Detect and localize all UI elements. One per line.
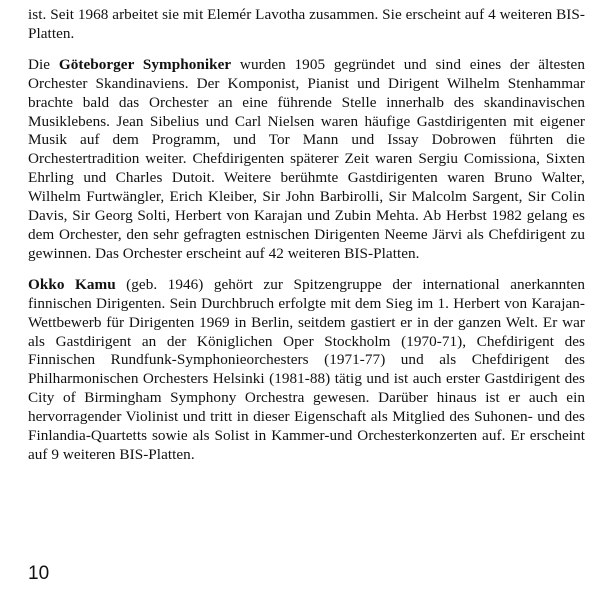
- paragraph-lavotha: [28, 6, 585, 44]
- paragraph-text: (geb. 1946) gehört zur Spitzengruppe der international anerkannten finnischen Dirigenten. Sein Durchbruch erfolgte mit dem Sieg im 1. Herbert von Karajan-Wettbewerb für Dirigenten 1969 in Berlin, seitdem gastiert er in der ganzen Welt. Er war als Gastdirigent an der Königlichen Oper Stockholm (1970-71), Chefdirigent des Finnischen Rundfunk-Symphonieorchesters (1971-77) und als Chefdirigent des Philharmonischen Orchesters Helsinki (1981-88) tätig und ist auch erster Gastdirigent des City of Birmingham Symphony Orchestra gewesen. Darüber hinaus ist er auch ein hervorragender Violinist und tritt in dieser Eigenschaft als Mitglied des Suhonen- und des Finlandia-Quartetts sowie als Solist in Kammer-und Orchesterkonzerten auf. Er erscheint auf 9 weiteren BIS-Platten.: [28, 275, 585, 463]
- conductor-name: Okko Kamu: [28, 275, 116, 293]
- orchestra-name: Göteborger Symphoniker: [58, 55, 232, 73]
- paragraph-text: wurden 1905 gegründet und sind eines der ältesten Orchester Skandinaviens. Der Komponist, Pianist und Dirigent Wilhelm Stenhammar brachte bald das Orchester an eine führende Stelle innerhalb des skandinavischen Musiklebens. Jean Sibelius und Carl Nielsen waren häufige Gastdirigenten mit eigener Musik auf dem Programm, und Tor Mann und Issay Dobrowen führten die Orchestertradition weiter. Chefdirigenten späterer Zeit waren Sergiu Comissiona, Sixten Ehrling und Charles Dutoit. Weitere berühmte Gastdirigenten waren Bruno Walter, Wilhelm Furtwängler, Erich Kleiber, Sir John Barbirolli, Sir Malcolm Sargent, Sir Colin Davis, Sir Georg Solti, Herbert von Karajan und Zubin Mehta. Ab Herbst 1982 gelang es dem Orchester, den sehr gefragten estnischen Dirigenten Neeme Järvi als Chefdirigent zu gewinnen. Das Orchester erscheint auf 42 weiteren BIS-Platten.: [28, 55, 585, 262]
- paragraph-okko-kamu: [28, 276, 585, 465]
- paragraph-lead-text: Die: [28, 55, 59, 73]
- page-number: 10: [28, 563, 50, 584]
- paragraph-goteborger-symphoniker: [28, 56, 585, 264]
- paragraph-text: ist. Seit 1968 arbeitet sie mit Elemér Lavotha zusammen. Sie erscheint auf 4 weiteren BIS-Platten.: [28, 6, 585, 42]
- document-page: [28, 6, 585, 477]
